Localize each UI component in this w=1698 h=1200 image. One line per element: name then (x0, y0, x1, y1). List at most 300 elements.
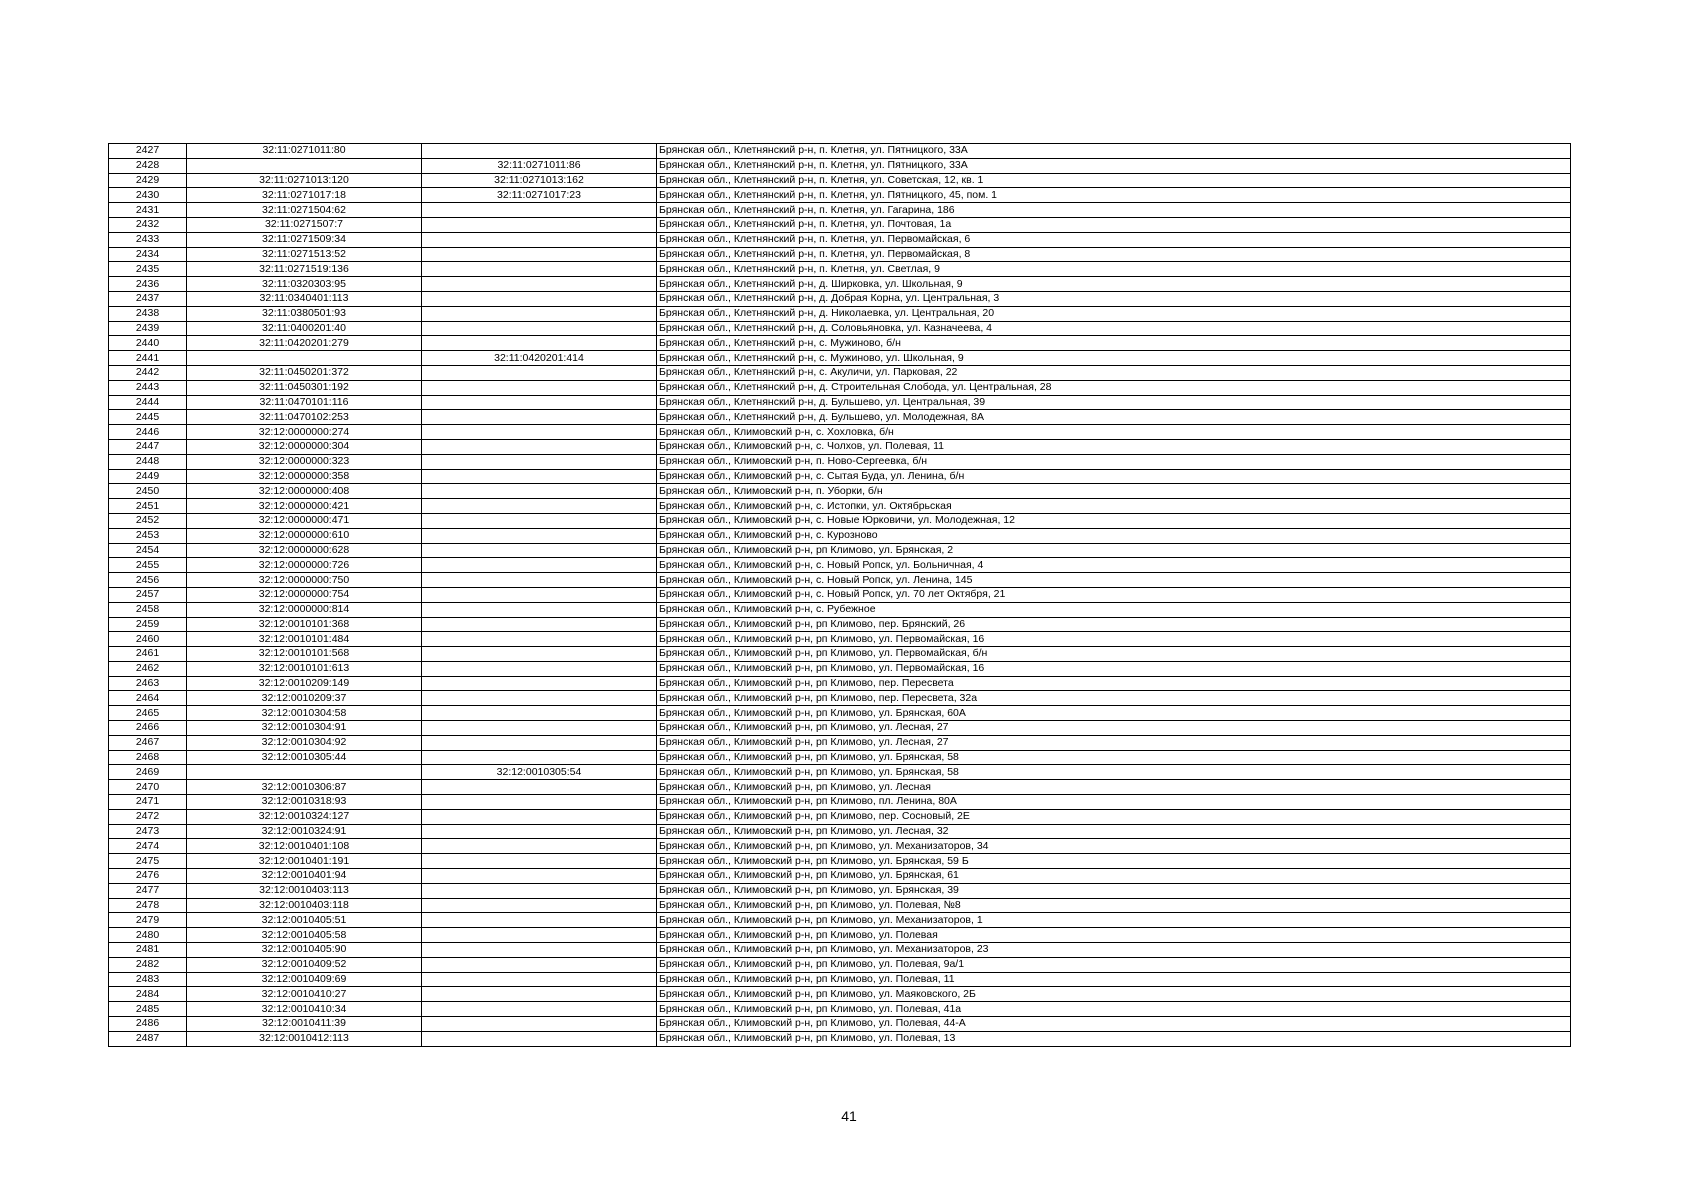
address-cell: Брянская обл., Климовский р-н, с. Истопки, ул. Октябрьская (657, 499, 1571, 514)
address-cell: Брянская обл., Климовский р-н, с. Новые Юрковичи, ул. Молодежная, 12 (657, 513, 1571, 528)
building-cadastral-number-cell (422, 839, 657, 854)
table-row (109, 602, 1571, 617)
row-number-cell: 2476 (109, 869, 187, 884)
row-number-cell: 2479 (109, 913, 187, 928)
cadastral-number-cell: 32:12:0010401:191 (187, 854, 422, 869)
table-row (109, 661, 1571, 676)
row-number-cell: 2454 (109, 543, 187, 558)
cadastral-number-cell: 32:12:0010101:568 (187, 647, 422, 662)
cadastral-number-cell: 32:12:0010324:127 (187, 809, 422, 824)
cadastral-number-cell: 32:11:0271507:7 (187, 217, 422, 232)
address-cell: Брянская обл., Клетнянский р-н, п. Клетня, ул. Советская, 12, кв. 1 (657, 173, 1571, 188)
building-cadastral-number-cell: 32:11:0420201:414 (422, 351, 657, 366)
row-number-cell: 2446 (109, 425, 187, 440)
building-cadastral-number-cell (422, 380, 657, 395)
building-cadastral-number-cell (422, 262, 657, 277)
row-number-cell: 2465 (109, 706, 187, 721)
row-number-cell: 2447 (109, 439, 187, 454)
cadastral-number-cell: 32:12:0010304:58 (187, 706, 422, 721)
address-cell: Брянская обл., Климовский р-н, рп Климово, ул. Брянская, 58 (657, 750, 1571, 765)
cadastral-number-cell: 32:12:0010304:91 (187, 721, 422, 736)
table-row (109, 587, 1571, 602)
building-cadastral-number-cell (422, 750, 657, 765)
building-cadastral-number-cell (422, 203, 657, 218)
address-cell: Брянская обл., Климовский р-н, рп Климово, ул. Лесная, 27 (657, 721, 1571, 736)
table-row (109, 543, 1571, 558)
address-cell: Брянская обл., Клетнянский р-н, с. Мужиново, ул. Школьная, 9 (657, 351, 1571, 366)
row-number-cell: 2475 (109, 854, 187, 869)
cadastral-number-cell: 32:12:0010401:108 (187, 839, 422, 854)
building-cadastral-number-cell (422, 321, 657, 336)
building-cadastral-number-cell (422, 780, 657, 795)
cadastral-number-cell: 32:11:0271017:18 (187, 188, 422, 203)
row-number-cell: 2486 (109, 1017, 187, 1032)
row-number-cell: 2441 (109, 351, 187, 366)
row-number-cell: 2436 (109, 277, 187, 292)
building-cadastral-number-cell: 32:11:0271013:162 (422, 173, 657, 188)
building-cadastral-number-cell (422, 144, 657, 159)
cadastral-number-cell: 32:11:0470102:253 (187, 410, 422, 425)
address-cell: Брянская обл., Клетнянский р-н, д. Строительная Слобода, ул. Центральная, 28 (657, 380, 1571, 395)
address-cell: Брянская обл., Климовский р-н, рп Климово, ул. Полевая, 11 (657, 972, 1571, 987)
row-number-cell: 2428 (109, 158, 187, 173)
building-cadastral-number-cell (422, 469, 657, 484)
address-cell: Брянская обл., Клетнянский р-н, п. Клетня, ул. Первомайская, 8 (657, 247, 1571, 262)
cadastral-number-cell: 32:11:0470101:116 (187, 395, 422, 410)
building-cadastral-number-cell (422, 543, 657, 558)
row-number-cell: 2477 (109, 883, 187, 898)
row-number-cell: 2483 (109, 972, 187, 987)
row-number-cell: 2472 (109, 809, 187, 824)
address-cell: Брянская обл., Климовский р-н, рп Климово, ул. Механизаторов, 23 (657, 943, 1571, 958)
address-cell: Брянская обл., Клетнянский р-н, п. Клетня, ул. Пятницкого, 33А (657, 144, 1571, 159)
address-cell: Брянская обл., Климовский р-н, рп Климово, ул. Маяковского, 2Б (657, 987, 1571, 1002)
row-number-cell: 2449 (109, 469, 187, 484)
cadastral-number-cell: 32:12:0000000:814 (187, 602, 422, 617)
building-cadastral-number-cell (422, 706, 657, 721)
address-cell: Брянская обл., Климовский р-н, с. Новый Ропск, ул. 70 лет Октября, 21 (657, 587, 1571, 602)
table-row (109, 883, 1571, 898)
address-cell: Брянская обл., Климовский р-н, рп Климово, ул. Первомайская, 16 (657, 632, 1571, 647)
address-cell: Брянская обл., Климовский р-н, рп Климово, ул. Брянская, 2 (657, 543, 1571, 558)
address-cell: Брянская обл., Клетнянский р-н, с. Акуличи, ул. Парковая, 22 (657, 365, 1571, 380)
building-cadastral-number-cell (422, 721, 657, 736)
building-cadastral-number-cell (422, 425, 657, 440)
table-row (109, 380, 1571, 395)
table-row (109, 809, 1571, 824)
cadastral-number-cell: 32:11:0271504:62 (187, 203, 422, 218)
building-cadastral-number-cell (422, 513, 657, 528)
cadastral-number-cell: 32:12:0000000:610 (187, 528, 422, 543)
building-cadastral-number-cell: 32:12:0010305:54 (422, 765, 657, 780)
row-number-cell: 2457 (109, 587, 187, 602)
building-cadastral-number-cell (422, 735, 657, 750)
row-number-cell: 2444 (109, 395, 187, 410)
row-number-cell: 2427 (109, 144, 187, 159)
row-number-cell: 2453 (109, 528, 187, 543)
row-number-cell: 2470 (109, 780, 187, 795)
cadastral-number-cell: 32:12:0010409:52 (187, 957, 422, 972)
address-cell: Брянская обл., Климовский р-н, рп Климово, ул. Первомайская, 16 (657, 661, 1571, 676)
building-cadastral-number-cell (422, 247, 657, 262)
row-number-cell: 2429 (109, 173, 187, 188)
building-cadastral-number-cell: 32:11:0271017:23 (422, 188, 657, 203)
table-row (109, 247, 1571, 262)
cadastral-number-cell: 32:12:0010403:113 (187, 883, 422, 898)
table-row (109, 928, 1571, 943)
building-cadastral-number-cell (422, 573, 657, 588)
address-cell: Брянская обл., Климовский р-н, рп Климово, ул. Брянская, 61 (657, 869, 1571, 884)
building-cadastral-number-cell (422, 528, 657, 543)
row-number-cell: 2430 (109, 188, 187, 203)
building-cadastral-number-cell (422, 957, 657, 972)
table-row (109, 691, 1571, 706)
cadastral-number-cell: 32:12:0000000:304 (187, 439, 422, 454)
building-cadastral-number-cell (422, 972, 657, 987)
table-row (109, 144, 1571, 159)
table-row (109, 854, 1571, 869)
row-number-cell: 2463 (109, 676, 187, 691)
cadastral-number-cell: 32:12:0000000:628 (187, 543, 422, 558)
cadastral-number-cell: 32:11:0400201:40 (187, 321, 422, 336)
row-number-cell: 2458 (109, 602, 187, 617)
row-number-cell: 2442 (109, 365, 187, 380)
table-row (109, 173, 1571, 188)
cadastral-number-cell: 32:12:0010101:368 (187, 617, 422, 632)
table-row (109, 632, 1571, 647)
table-row (109, 1031, 1571, 1046)
cadastral-number-cell: 32:12:0000000:421 (187, 499, 422, 514)
cadastral-number-cell: 32:12:0010401:94 (187, 869, 422, 884)
row-number-cell: 2433 (109, 232, 187, 247)
table-row (109, 750, 1571, 765)
cadastral-number-cell: 32:11:0450301:192 (187, 380, 422, 395)
cadastral-number-cell: 32:12:0010305:44 (187, 750, 422, 765)
cadastral-number-cell: 32:12:0010411:39 (187, 1017, 422, 1032)
cadastral-number-cell: 32:12:0000000:274 (187, 425, 422, 440)
cadastral-number-cell: 32:12:0010410:34 (187, 1002, 422, 1017)
address-cell: Брянская обл., Климовский р-н, рп Климово, ул. Полевая, 13 (657, 1031, 1571, 1046)
table-row (109, 987, 1571, 1002)
address-cell: Брянская обл., Климовский р-н, рп Климово, ул. Лесная, 32 (657, 824, 1571, 839)
building-cadastral-number-cell (422, 928, 657, 943)
building-cadastral-number-cell (422, 869, 657, 884)
table-row (109, 898, 1571, 913)
cadastral-number-cell: 32:12:0000000:754 (187, 587, 422, 602)
table-row (109, 721, 1571, 736)
table-row (109, 469, 1571, 484)
building-cadastral-number-cell (422, 395, 657, 410)
table-row (109, 957, 1571, 972)
building-cadastral-number-cell (422, 484, 657, 499)
address-cell: Брянская обл., Климовский р-н, рп Климово, ул. Полевая, 44-А (657, 1017, 1571, 1032)
building-cadastral-number-cell (422, 602, 657, 617)
row-number-cell: 2431 (109, 203, 187, 218)
row-number-cell: 2468 (109, 750, 187, 765)
address-cell: Брянская обл., Клетнянский р-н, п. Клетня, ул. Почтовая, 1а (657, 217, 1571, 232)
address-cell: Брянская обл., Клетнянский р-н, д. Добрая Корна, ул. Центральная, 3 (657, 291, 1571, 306)
cadastral-number-cell: 32:12:0000000:750 (187, 573, 422, 588)
address-cell: Брянская обл., Климовский р-н, рп Климово, ул. Механизаторов, 34 (657, 839, 1571, 854)
address-cell: Брянская обл., Климовский р-н, рп Климово, ул. Брянская, 60А (657, 706, 1571, 721)
table-row (109, 321, 1571, 336)
row-number-cell: 2445 (109, 410, 187, 425)
cadastral-number-cell: 32:11:0271013:120 (187, 173, 422, 188)
address-cell: Брянская обл., Клетнянский р-н, д. Ширковка, ул. Школьная, 9 (657, 277, 1571, 292)
building-cadastral-number-cell (422, 647, 657, 662)
address-cell: Брянская обл., Климовский р-н, рп Климово, ул. Механизаторов, 1 (657, 913, 1571, 928)
address-cell: Брянская обл., Климовский р-н, рп Климово, пер. Пересвета (657, 676, 1571, 691)
table-row (109, 217, 1571, 232)
table-row (109, 232, 1571, 247)
address-cell: Брянская обл., Климовский р-н, с. Новый Ропск, ул. Ленина, 145 (657, 573, 1571, 588)
address-cell: Брянская обл., Климовский р-н, рп Климово, пер. Сосновый, 2Е (657, 809, 1571, 824)
row-number-cell: 2481 (109, 943, 187, 958)
row-number-cell: 2452 (109, 513, 187, 528)
table-row (109, 351, 1571, 366)
cadastral-number-cell: 32:11:0271011:80 (187, 144, 422, 159)
cadastral-number-cell: 32:12:0010306:87 (187, 780, 422, 795)
row-number-cell: 2466 (109, 721, 187, 736)
building-cadastral-number-cell (422, 809, 657, 824)
table-row (109, 839, 1571, 854)
table-row (109, 676, 1571, 691)
cadastral-number-cell: 32:12:0010101:484 (187, 632, 422, 647)
building-cadastral-number-cell (422, 854, 657, 869)
row-number-cell: 2459 (109, 617, 187, 632)
cadastral-number-cell: 32:11:0271513:52 (187, 247, 422, 262)
building-cadastral-number-cell (422, 1031, 657, 1046)
cadastral-number-cell: 32:12:0010209:37 (187, 691, 422, 706)
address-cell: Брянская обл., Климовский р-н, рп Климово, ул. Брянская, 59 Б (657, 854, 1571, 869)
cadastral-number-cell: 32:11:0340401:113 (187, 291, 422, 306)
cadastral-number-cell: 32:11:0320303:95 (187, 277, 422, 292)
table-row (109, 439, 1571, 454)
table-row (109, 277, 1571, 292)
address-cell: Брянская обл., Клетнянский р-н, д. Соловьяновка, ул. Казначеева, 4 (657, 321, 1571, 336)
building-cadastral-number-cell (422, 795, 657, 810)
table-row (109, 558, 1571, 573)
building-cadastral-number-cell (422, 291, 657, 306)
cadastral-number-cell: 32:12:0010405:58 (187, 928, 422, 943)
address-cell: Брянская обл., Клетнянский р-н, п. Клетня, ул. Пятницкого, 33А (657, 158, 1571, 173)
table-row (109, 972, 1571, 987)
row-number-cell: 2460 (109, 632, 187, 647)
cadastral-number-cell: 32:12:0000000:358 (187, 469, 422, 484)
cadastral-number-cell: 32:12:0010324:91 (187, 824, 422, 839)
building-cadastral-number-cell (422, 1002, 657, 1017)
row-number-cell: 2435 (109, 262, 187, 277)
address-cell: Брянская обл., Клетнянский р-н, п. Клетня, ул. Первомайская, 6 (657, 232, 1571, 247)
table-row (109, 410, 1571, 425)
address-cell: Брянская обл., Климовский р-н, рп Климово, ул. Полевая, 41а (657, 1002, 1571, 1017)
cadastral-number-cell (187, 158, 422, 173)
address-cell: Брянская обл., Климовский р-н, рп Климово, ул. Полевая, №8 (657, 898, 1571, 913)
table-row (109, 262, 1571, 277)
table-row (109, 158, 1571, 173)
table-row (109, 573, 1571, 588)
row-number-cell: 2485 (109, 1002, 187, 1017)
cadastral-number-cell: 32:12:0010403:118 (187, 898, 422, 913)
table-row (109, 795, 1571, 810)
building-cadastral-number-cell (422, 336, 657, 351)
table-row (109, 454, 1571, 469)
row-number-cell: 2473 (109, 824, 187, 839)
building-cadastral-number-cell (422, 439, 657, 454)
table-row (109, 780, 1571, 795)
row-number-cell: 2440 (109, 336, 187, 351)
property-table (108, 143, 1571, 1047)
table-row (109, 365, 1571, 380)
address-cell: Брянская обл., Климовский р-н, рп Климово, ул. Полевая, 9а/1 (657, 957, 1571, 972)
table-row (109, 395, 1571, 410)
building-cadastral-number-cell (422, 824, 657, 839)
row-number-cell: 2432 (109, 217, 187, 232)
table-row (109, 425, 1571, 440)
cadastral-number-cell (187, 351, 422, 366)
cadastral-number-cell: 32:12:0010101:613 (187, 661, 422, 676)
address-cell: Брянская обл., Климовский р-н, с. Чолхов, ул. Полевая, 11 (657, 439, 1571, 454)
row-number-cell: 2456 (109, 573, 187, 588)
address-cell: Брянская обл., Клетнянский р-н, п. Клетня, ул. Пятницкого, 45, пом. 1 (657, 188, 1571, 203)
table-row (109, 735, 1571, 750)
cadastral-number-cell: 32:12:0010318:93 (187, 795, 422, 810)
table-row (109, 528, 1571, 543)
row-number-cell: 2474 (109, 839, 187, 854)
cadastral-number-cell: 32:12:0010410:27 (187, 987, 422, 1002)
building-cadastral-number-cell (422, 676, 657, 691)
address-cell: Брянская обл., Климовский р-н, с. Сытая Буда, ул. Ленина, б/н (657, 469, 1571, 484)
cadastral-number-cell: 32:12:0010209:149 (187, 676, 422, 691)
address-cell: Брянская обл., Клетнянский р-н, п. Клетня, ул. Гагарина, 186 (657, 203, 1571, 218)
building-cadastral-number-cell (422, 306, 657, 321)
cadastral-number-cell: 32:12:0010405:51 (187, 913, 422, 928)
cadastral-number-cell: 32:11:0271509:34 (187, 232, 422, 247)
building-cadastral-number-cell (422, 454, 657, 469)
row-number-cell: 2438 (109, 306, 187, 321)
table-row (109, 943, 1571, 958)
table-row (109, 913, 1571, 928)
address-cell: Брянская обл., Климовский р-н, с. Курозново (657, 528, 1571, 543)
table-row (109, 1017, 1571, 1032)
row-number-cell: 2482 (109, 957, 187, 972)
address-cell: Брянская обл., Климовский р-н, рп Климово, пл. Ленина, 80А (657, 795, 1571, 810)
building-cadastral-number-cell (422, 913, 657, 928)
building-cadastral-number-cell (422, 587, 657, 602)
building-cadastral-number-cell (422, 691, 657, 706)
address-cell: Брянская обл., Климовский р-н, рп Климово, ул. Брянская, 39 (657, 883, 1571, 898)
address-cell: Брянская обл., Климовский р-н, п. Ново-Сергеевка, б/н (657, 454, 1571, 469)
address-cell: Брянская обл., Клетнянский р-н, д. Николаевка, ул. Центральная, 20 (657, 306, 1571, 321)
table-row (109, 824, 1571, 839)
address-cell: Брянская обл., Климовский р-н, рп Климово, пер. Пересвета, 32а (657, 691, 1571, 706)
address-cell: Брянская обл., Клетнянский р-н, п. Клетня, ул. Светлая, 9 (657, 262, 1571, 277)
cadastral-number-cell (187, 765, 422, 780)
address-cell: Брянская обл., Климовский р-н, рп Климово, ул. Лесная (657, 780, 1571, 795)
address-cell: Брянская обл., Климовский р-н, с. Новый Ропск, ул. Больничная, 4 (657, 558, 1571, 573)
building-cadastral-number-cell (422, 943, 657, 958)
building-cadastral-number-cell (422, 1017, 657, 1032)
property-table-body (109, 144, 1571, 1047)
building-cadastral-number-cell (422, 499, 657, 514)
row-number-cell: 2448 (109, 454, 187, 469)
cadastral-number-cell: 32:11:0450201:372 (187, 365, 422, 380)
address-cell: Брянская обл., Климовский р-н, рп Климово, ул. Полевая (657, 928, 1571, 943)
address-cell: Брянская обл., Климовский р-н, рп Климово, пер. Брянский, 26 (657, 617, 1571, 632)
cadastral-number-cell: 32:11:0420201:279 (187, 336, 422, 351)
building-cadastral-number-cell (422, 617, 657, 632)
table-row (109, 188, 1571, 203)
building-cadastral-number-cell (422, 232, 657, 247)
building-cadastral-number-cell (422, 277, 657, 292)
address-cell: Брянская обл., Климовский р-н, рп Климово, ул. Брянская, 58 (657, 765, 1571, 780)
address-cell: Брянская обл., Клетнянский р-н, с. Мужиново, б/н (657, 336, 1571, 351)
cadastral-number-cell: 32:11:0271519:136 (187, 262, 422, 277)
row-number-cell: 2437 (109, 291, 187, 306)
building-cadastral-number-cell (422, 217, 657, 232)
row-number-cell: 2462 (109, 661, 187, 676)
row-number-cell: 2478 (109, 898, 187, 913)
table-row (109, 647, 1571, 662)
cadastral-number-cell: 32:11:0380501:93 (187, 306, 422, 321)
row-number-cell: 2484 (109, 987, 187, 1002)
table-row (109, 291, 1571, 306)
row-number-cell: 2469 (109, 765, 187, 780)
table-row (109, 306, 1571, 321)
row-number-cell: 2461 (109, 647, 187, 662)
table-row (109, 765, 1571, 780)
row-number-cell: 2487 (109, 1031, 187, 1046)
row-number-cell: 2480 (109, 928, 187, 943)
row-number-cell: 2439 (109, 321, 187, 336)
table-row (109, 617, 1571, 632)
row-number-cell: 2471 (109, 795, 187, 810)
row-number-cell: 2464 (109, 691, 187, 706)
cadastral-number-cell: 32:12:0000000:726 (187, 558, 422, 573)
cadastral-number-cell: 32:12:0010405:90 (187, 943, 422, 958)
table-row (109, 1002, 1571, 1017)
building-cadastral-number-cell: 32:11:0271011:86 (422, 158, 657, 173)
row-number-cell: 2451 (109, 499, 187, 514)
cadastral-number-cell: 32:12:0010304:92 (187, 735, 422, 750)
row-number-cell: 2450 (109, 484, 187, 499)
cadastral-number-cell: 32:12:0000000:471 (187, 513, 422, 528)
table-row (109, 336, 1571, 351)
row-number-cell: 2467 (109, 735, 187, 750)
table-row (109, 706, 1571, 721)
address-cell: Брянская обл., Климовский р-н, рп Климово, ул. Лесная, 27 (657, 735, 1571, 750)
cadastral-number-cell: 32:12:0000000:408 (187, 484, 422, 499)
building-cadastral-number-cell (422, 558, 657, 573)
table-row (109, 203, 1571, 218)
row-number-cell: 2434 (109, 247, 187, 262)
building-cadastral-number-cell (422, 883, 657, 898)
address-cell: Брянская обл., Климовский р-н, с. Рубежное (657, 602, 1571, 617)
cadastral-number-cell: 32:12:0010409:69 (187, 972, 422, 987)
building-cadastral-number-cell (422, 365, 657, 380)
building-cadastral-number-cell (422, 410, 657, 425)
address-cell: Брянская обл., Клетнянский р-н, д. Бульшево, ул. Молодежная, 8А (657, 410, 1571, 425)
address-cell: Брянская обл., Климовский р-н, п. Уборки, б/н (657, 484, 1571, 499)
table-row (109, 513, 1571, 528)
building-cadastral-number-cell (422, 661, 657, 676)
row-number-cell: 2455 (109, 558, 187, 573)
page-number: 41 (841, 1108, 857, 1124)
table-row (109, 869, 1571, 884)
address-cell: Брянская обл., Климовский р-н, с. Хохловка, б/н (657, 425, 1571, 440)
building-cadastral-number-cell (422, 632, 657, 647)
address-cell: Брянская обл., Клетнянский р-н, д. Бульшево, ул. Центральная, 39 (657, 395, 1571, 410)
